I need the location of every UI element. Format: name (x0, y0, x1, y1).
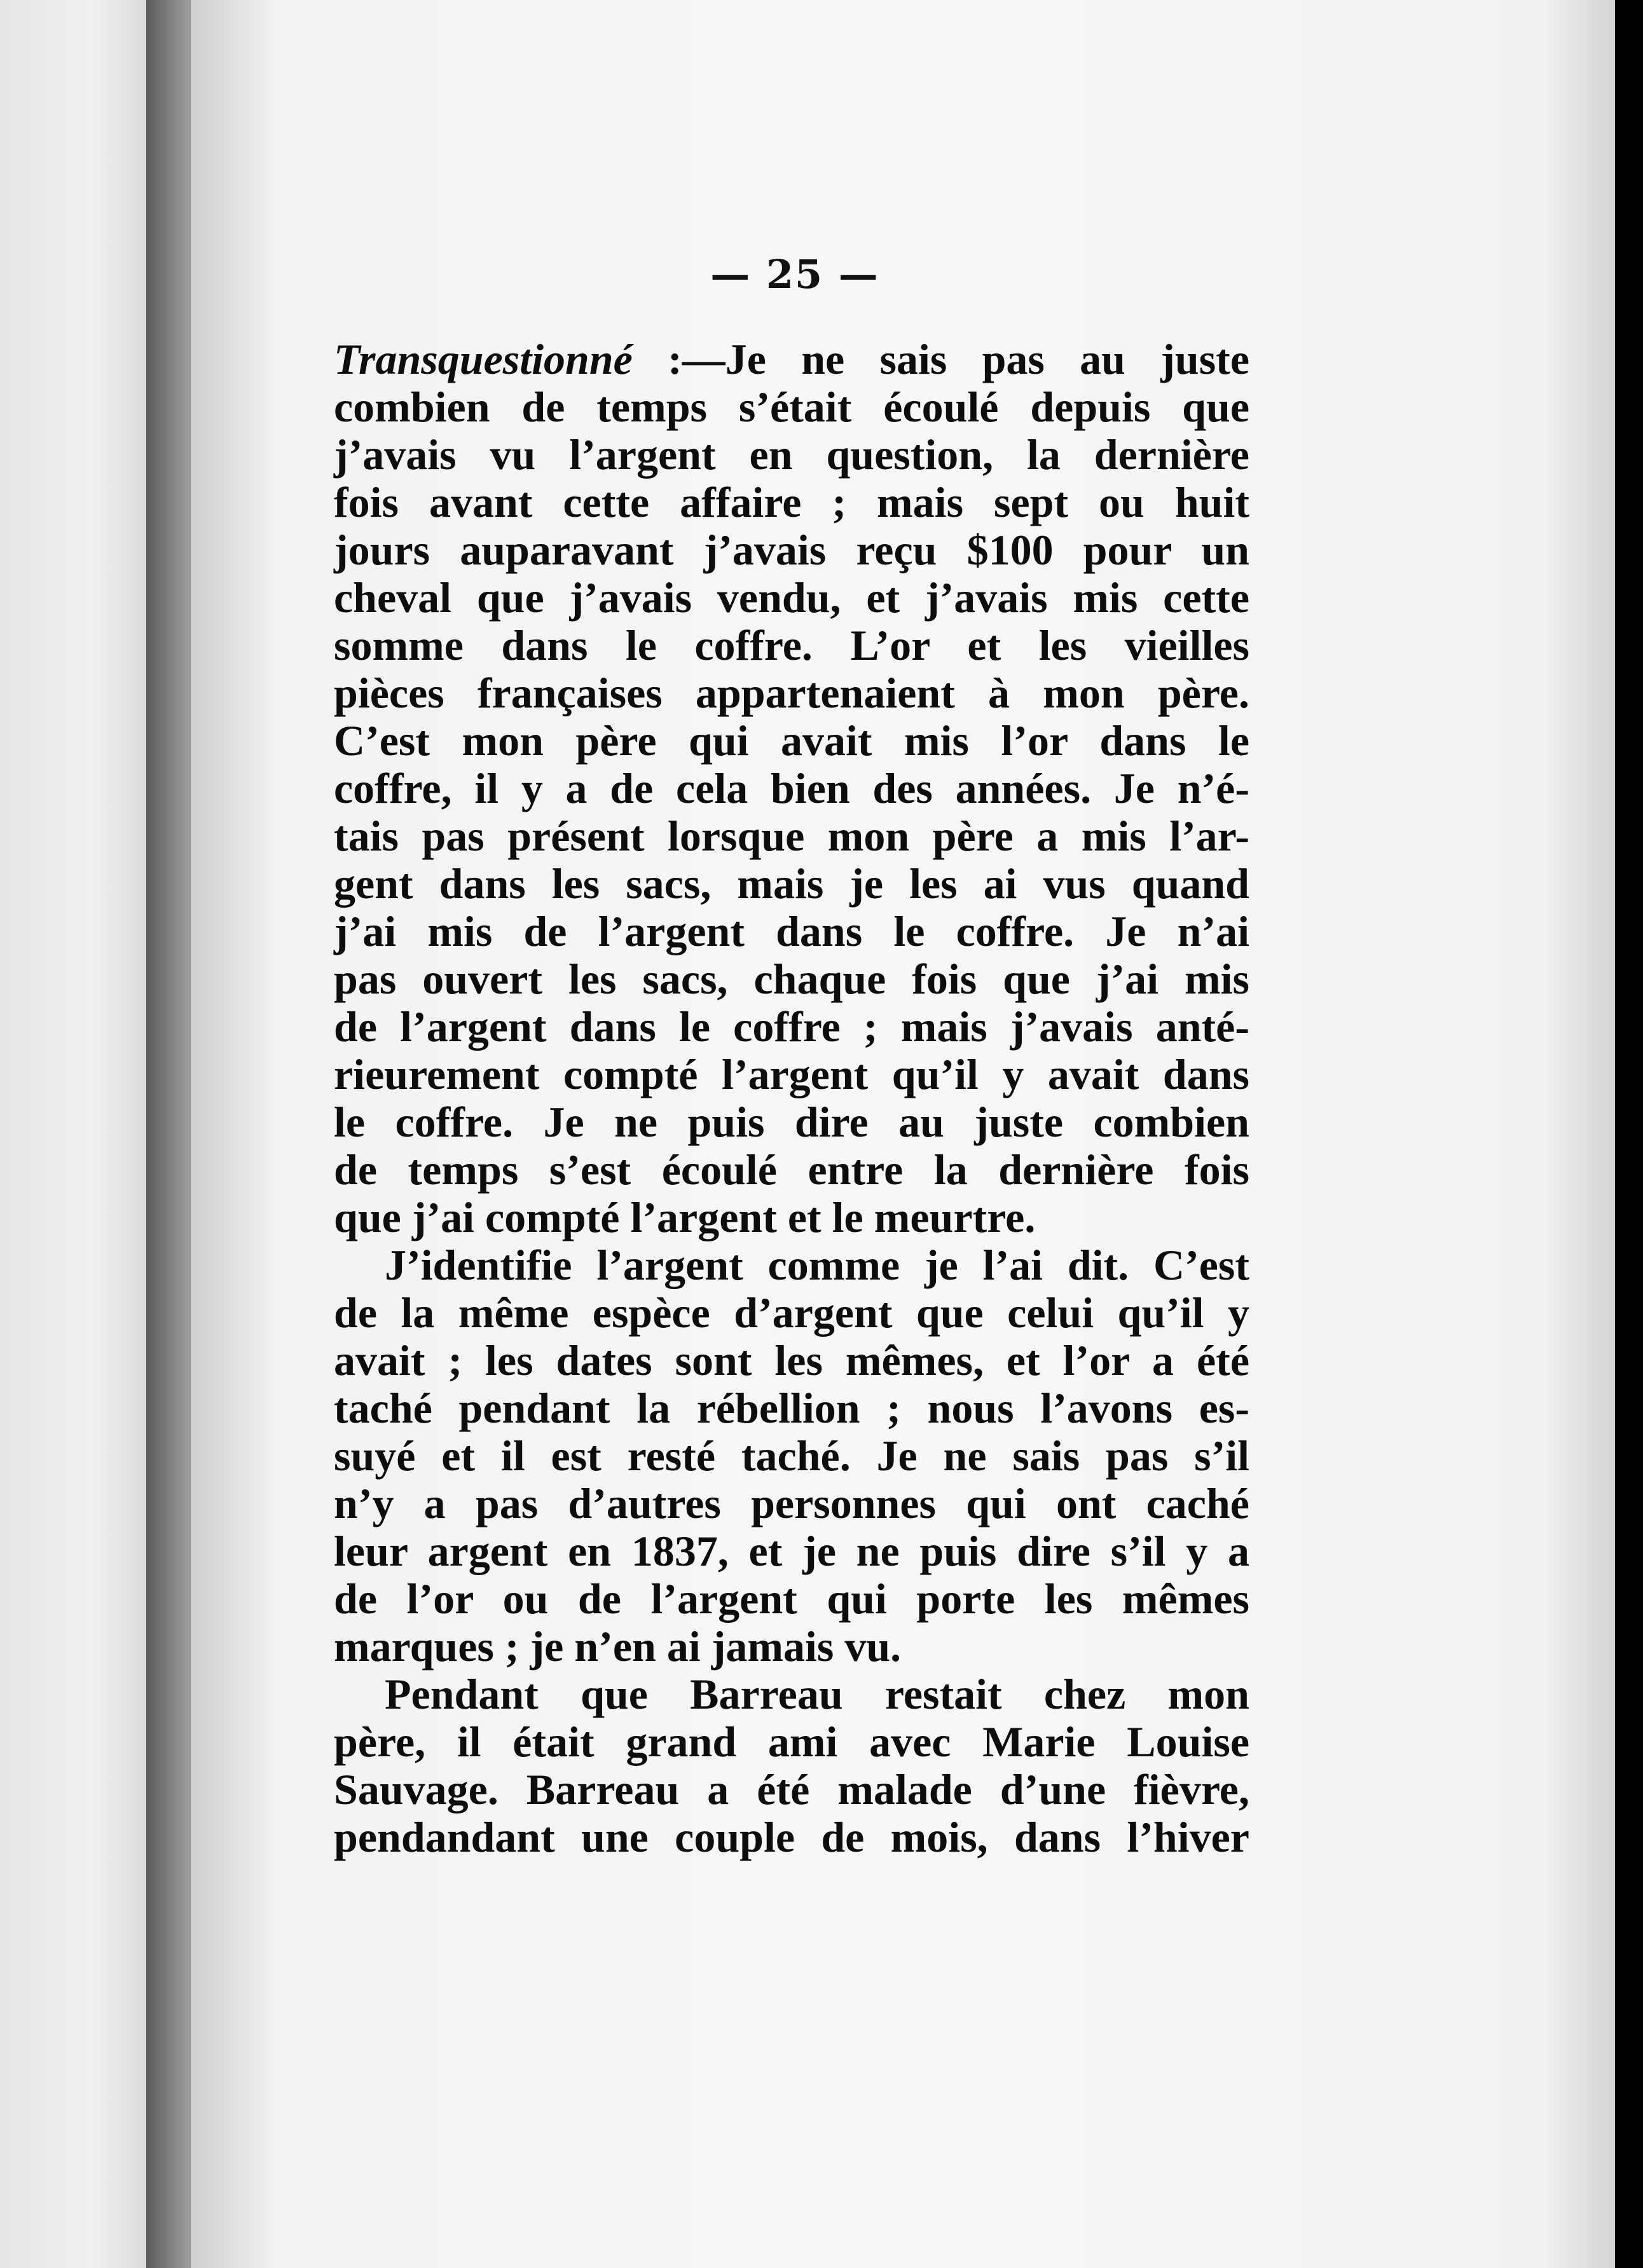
line-text: marques ; je n’en ai jamais vu. (334, 1622, 902, 1670)
text-line (334, 336, 1249, 383)
text-line (334, 955, 1249, 1003)
text-line (334, 1146, 1249, 1194)
text-line (334, 479, 1249, 526)
line-text: tais pas présent lorsque mon père a mis l’ar- (334, 812, 1249, 860)
text-line (334, 622, 1249, 669)
text-line (334, 669, 1249, 717)
text-line (334, 1623, 1249, 1670)
line-text: pendandant une couple de mois, dans l’hiver (334, 1813, 1249, 1861)
line-text: de temps s’est écoulé entre la dernière fois (334, 1145, 1249, 1194)
line-text: n’y a pas d’autres personnes qui ont caché (334, 1479, 1249, 1527)
text-line (334, 1384, 1249, 1432)
body-text (334, 336, 1249, 1861)
line-text: père, il était grand ami avec Marie Louise (334, 1718, 1249, 1766)
line-text: que j’ai compté l’argent et le meurtre. (334, 1193, 1036, 1241)
text-line (334, 1003, 1249, 1051)
line-text: Pendant que Barreau restait chez mon (385, 1670, 1249, 1718)
text-line (334, 1718, 1249, 1766)
book-gutter (146, 0, 197, 2268)
text-line (334, 1670, 1249, 1718)
text-line (334, 860, 1249, 908)
line-text: rieurement compté l’argent qu’il y avait dans (334, 1050, 1249, 1098)
line-text: suyé et il est resté taché. Je ne sais pas s’il (334, 1431, 1249, 1480)
line-text: pièces françaises appartenaient à mon père. (334, 669, 1249, 717)
text-line (334, 1575, 1249, 1623)
scan-border-right (1615, 0, 1643, 2268)
line-text: leur argent en 1837, et je ne puis dire s’il y a (334, 1527, 1249, 1575)
text-line (334, 1814, 1249, 1861)
text-line (334, 765, 1249, 812)
line-text: de l’or ou de l’argent qui porte les mêmes (334, 1575, 1249, 1623)
line-text: fois avant cette affaire ; mais sept ou huit (334, 478, 1249, 526)
line-text: C’est mon père qui avait mis l’or dans le (334, 716, 1249, 765)
speaker-label: Transquestionné (334, 335, 633, 383)
text-line (334, 1480, 1249, 1527)
text-line (334, 812, 1249, 860)
text-line (334, 431, 1249, 479)
page-number: — 25 — (710, 251, 879, 297)
line-text: taché pendant la rébellion ; nous l’avons es- (334, 1384, 1249, 1432)
text-line (334, 1051, 1249, 1098)
line-text: coffre, il y a de cela bien des années. Je n’é- (334, 764, 1249, 812)
line-text: gent dans les sacs, mais je les ai vus quand (334, 859, 1249, 908)
text-line (334, 1766, 1249, 1814)
line-text: Sauvage. Barreau a été malade d’une fièvre, (334, 1765, 1249, 1814)
text-line (334, 526, 1249, 574)
text-line (334, 1098, 1249, 1146)
text-line (334, 717, 1249, 765)
line-text: le coffre. Je ne puis dire au juste combien (334, 1098, 1249, 1146)
text-line (334, 383, 1249, 431)
text-line (334, 1527, 1249, 1575)
line-text: j’ai mis de l’argent dans le coffre. Je n’ai (334, 907, 1249, 955)
line-text: cheval que j’avais vendu, et j’avais mis cette (334, 573, 1249, 622)
text-line (334, 574, 1249, 622)
line-text: jours auparavant j’avais reçu $100 pour un (334, 526, 1249, 574)
line-text: combien de temps s’était écoulé depuis que (334, 383, 1249, 431)
line-text: de l’argent dans le coffre ; mais j’avais anté- (334, 1002, 1249, 1051)
text-line (334, 1289, 1249, 1337)
facing-page-edge (0, 0, 153, 2268)
line-text: :—Je ne sais pas au juste (632, 335, 1249, 383)
text-line (334, 908, 1249, 955)
line-text: pas ouvert les sacs, chaque fois que j’ai mis (334, 955, 1249, 1003)
text-line (334, 1194, 1249, 1241)
line-text: J’identifie l’argent comme je l’ai dit. C’est (385, 1241, 1249, 1289)
line-text: j’avais vu l’argent en question, la dernière (334, 430, 1249, 479)
line-text: somme dans le coffre. L’or et les vieilles (334, 621, 1249, 669)
line-text: avait ; les dates sont les mêmes, et l’or a été (334, 1336, 1249, 1384)
text-line (334, 1337, 1249, 1384)
text-line (334, 1241, 1249, 1289)
line-text: de la même espèce d’argent que celui qu’il y (334, 1288, 1249, 1337)
text-line (334, 1432, 1249, 1480)
